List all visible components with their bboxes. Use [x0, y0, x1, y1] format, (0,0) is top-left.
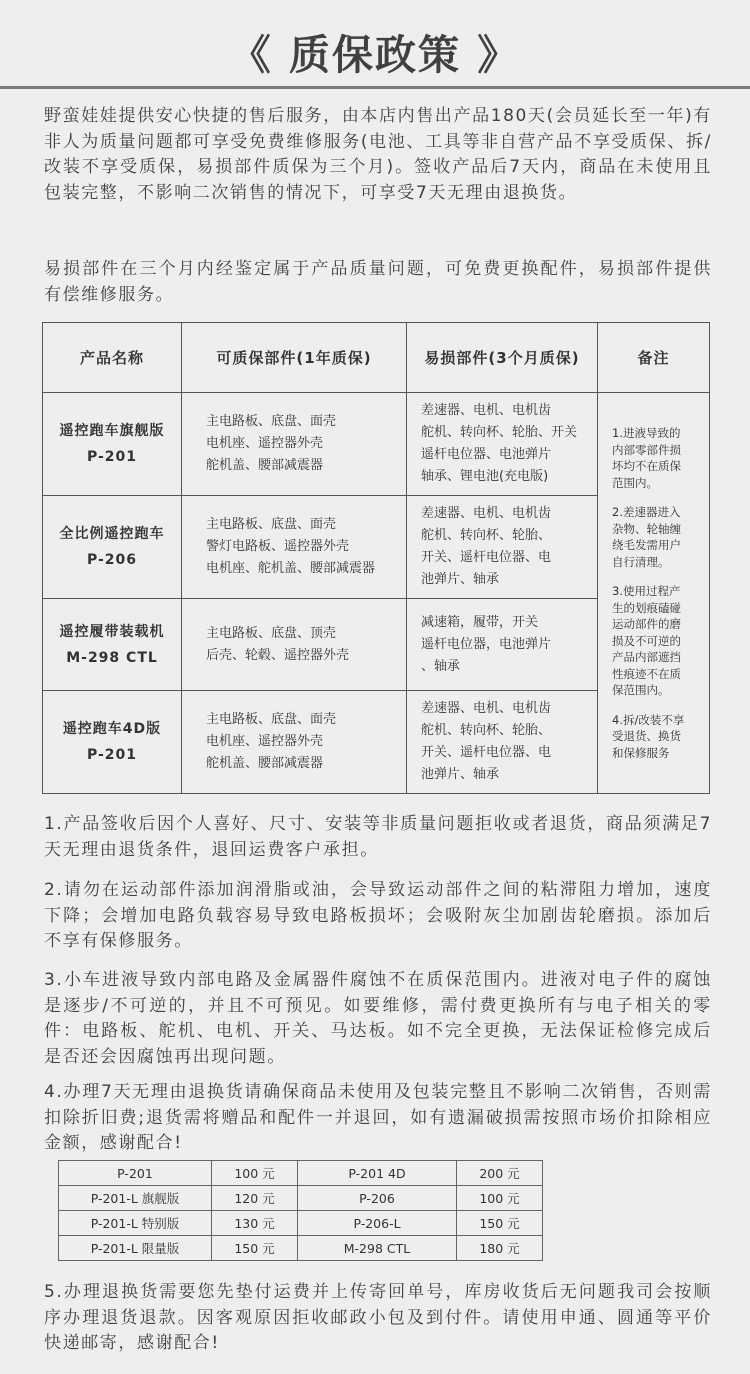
product-name-cell: 全比例遥控跑车 P-206 — [43, 496, 182, 599]
price-model-cell: P-201-L 旗舰版 — [59, 1186, 212, 1211]
table-header-row — [43, 323, 710, 393]
price-value-cell: 130 元 — [212, 1211, 298, 1236]
price-model-cell: P-201-L 特别版 — [59, 1211, 212, 1236]
table-row — [59, 1236, 543, 1261]
deduction-price-table — [58, 1160, 543, 1261]
header-product-name: 产品名称 — [43, 323, 182, 393]
header-warranty-parts: 可质保部件(1年质保) — [182, 323, 407, 393]
note-item: 3.使用过程产 生的划痕磕碰 运动部件的磨 损及不可逆的 产品内部遮挡 性痕迹不在质 保范围内。 — [612, 584, 681, 697]
table-row — [59, 1161, 543, 1186]
price-value-cell: 120 元 — [212, 1186, 298, 1211]
wear-parts-cell: 差速器、电机、电机齿 舵机、转向杯、轮胎、 开关、遥杆电位器、电 池弹片、轴承 — [407, 691, 598, 794]
price-value-cell: 200 元 — [457, 1161, 543, 1186]
note-item: 4.拆/改装不享 受退货、换货 和保修服务 — [612, 712, 685, 760]
table-row — [59, 1211, 543, 1236]
price-model-cell: P-201-L 限量版 — [59, 1236, 212, 1261]
title-divider — [0, 86, 750, 89]
term-4: 4.办理7天无理由退换货请确保商品未使用及包装完整且不影响二次销售，否则需扣除折旧费;退货需将赠品和配件一并退回，如有遗漏破损需按照市场价扣除相应金额，感谢配合! — [44, 1082, 712, 1153]
term-5: 5.办理退换货需要您先垫付运费并上传寄回单号，库房收货后无问题我司会按顺序办理退货退款。因客观原因拒收邮政小包及到付件。请使用申通、圆通等平价快递邮寄，感谢配合! — [44, 1282, 712, 1353]
warranty-parts-cell: 主电路板、底盘、面壳 电机座、遥控器外壳 舵机盖、腰部减震器 — [182, 691, 407, 794]
term-2: 2.请勿在运动部件添加润滑脂或油，会导致运动部件之间的粘滞阻力增加，速度下降；会增加电路负载容易导致电路板损坏；会吸附灰尘加剧齿轮磨损。添加后不享有保修服务。 — [44, 880, 712, 951]
price-value-cell: 180 元 — [457, 1236, 543, 1261]
price-model-cell: P-206-L — [298, 1211, 457, 1236]
wear-parts-cell: 差速器、电机、电机齿 舵机、转向杯、轮胎、开关 遥杆电位器、电池弹片 轴承、锂电池(充电版) — [407, 393, 598, 496]
product-name-cell: 遥控跑车4D版 P-201 — [43, 691, 182, 794]
price-value-cell: 100 元 — [457, 1186, 543, 1211]
warranty-parts-cell: 主电路板、底盘、面壳 警灯电路板、遥控器外壳 电机座、舵机盖、腰部减震器 — [182, 496, 407, 599]
term-1: 1.产品签收后因个人喜好、尺寸、安装等非质量问题拒收或者退货，商品须满足7天无理由退货条件，退回运费客户承担。 — [44, 814, 712, 860]
term-3: 3.小车进液导致内部电路及金属器件腐蚀不在质保范围内。进液对电子件的腐蚀是逐步/不可逆的，并且不可预见。如要维修，需付费更换所有与电子相关的零件：电路板、舵机、电机、开关、马达板。如不完全更换，无法保证检修完成后是否还会因腐蚀再出现问题。 — [44, 970, 712, 1067]
price-model-cell: P-201 4D — [298, 1161, 457, 1186]
header-wear-parts: 易损部件(3个月质保) — [407, 323, 598, 393]
note-item: 2.差速器进入 杂物、轮轴缠 绕毛发需用户 自行清理。 — [612, 505, 681, 569]
wear-parts-cell: 减速箱，履带，开关 遥杆电位器，电池弹片 、轴承 — [407, 599, 598, 691]
header-notes: 备注 — [598, 323, 710, 393]
table-row — [59, 1186, 543, 1211]
product-name-cell: 遥控履带装载机 M-298 CTL — [43, 599, 182, 691]
price-value-cell: 100 元 — [212, 1161, 298, 1186]
product-name-cell: 遥控跑车旗舰版 P-201 — [43, 393, 182, 496]
table-row — [43, 393, 710, 496]
warranty-parts-cell: 主电路板、底盘、面壳 电机座、遥控器外壳 舵机盖、腰部减震器 — [182, 393, 407, 496]
intro-paragraph-2: 易损部件在三个月内经鉴定属于产品质量问题，可免费更换配件，易损部件提供有偿维修服务。 — [44, 259, 712, 305]
warranty-table — [42, 322, 710, 794]
price-model-cell: M-298 CTL — [298, 1236, 457, 1261]
wear-parts-cell: 差速器、电机、电机齿 舵机、转向杯、轮胎、 开关、遥杆电位器、电 池弹片、轴承 — [407, 496, 598, 599]
note-item: 1.进液导致的 内部零部件损 坏均不在质保 范围内。 — [612, 426, 681, 490]
price-model-cell: P-206 — [298, 1186, 457, 1211]
warranty-parts-cell: 主电路板、底盘、顶壳 后壳、轮毂、遥控器外壳 — [182, 599, 407, 691]
price-value-cell: 150 元 — [457, 1211, 543, 1236]
intro-paragraph-1: 野蛮娃娃提供安心快捷的售后服务，由本店内售出产品180天(会员延长至一年)有非人为质量问题都可享受免费维修服务(电池、工具等非自营产品不享受质保、拆/改装不享受质保，易损部件质保为三个月)。签收产品后7天内，商品在未使用且包装完整，不影响二次销售的情况下，可享受7天无理由退换货。 — [44, 106, 712, 203]
notes-cell — [598, 393, 710, 794]
price-model-cell: P-201 — [59, 1161, 212, 1186]
page-title: 《 质保政策 》 — [229, 31, 521, 79]
price-value-cell: 150 元 — [212, 1236, 298, 1261]
